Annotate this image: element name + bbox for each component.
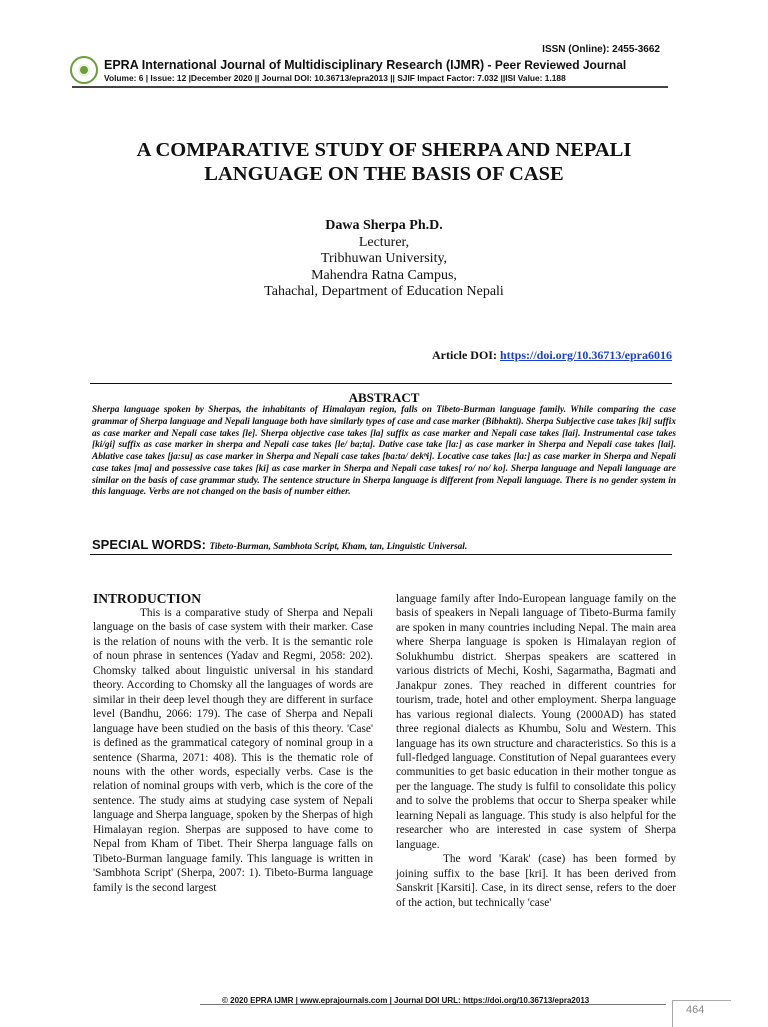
special-words-colon: : <box>201 537 210 552</box>
abstract-text: Sherpa language spoken by Sherpas, the inhabitants of Himalayan region, falls on Tibeto-Burman language family. While comparing the case grammar of Sherpa language and Nepali language both have similarly types of case and case marker (Bibhakti). Sherpa Subjective case takes [ki] suffix as case marker and Nepali case takes [le]. Sherpa objective case takes [la] suffix as case marker and Nepali case takes [lai]. Instrumental case takes [ki/gi] suffix as case marker in sherpa and Nepali case takes [le/ ba;ta]. Dative case take [la:] as case marker in Sherpa and Nepali case takes [lai]. Ablative case takes [ja:su] as case marker in Sherpa and Nepali case takes [ba:ta/ dekʰi]. Locative case takes [la:] as case marker in Sherpa and Nepali case takes [ma] and possessive case takes [ki] as case marker in Sherpa and Nepali case takes[ ro/ no/ ko]. Sherpa language and Nepali language are similar on the basis of case grammar study. The sentence structure in Sherpa language is different from Nepali language. There is no gender system in this language. Verbs are not changed on the basis of number either. <box>92 405 676 498</box>
abstract-bottom-rule <box>90 554 672 555</box>
left-column <box>93 606 373 895</box>
journal-info: Volume: 6 | Issue: 12 |December 2020 || Journal DOI: 10.36713/epra2013 || SJIF Impact Factor: 7.032 ||ISI Value: 1.188 <box>104 73 566 83</box>
author-department: Tahachal, Department of Education Nepali <box>264 284 504 299</box>
author-campus: Mahendra Ratna Campus, <box>311 267 457 283</box>
right-column <box>396 592 676 910</box>
header-divider <box>72 86 668 88</box>
special-words <box>92 537 676 553</box>
abstract-top-rule <box>90 383 672 384</box>
author-name: Dawa Sherpa Ph.D. <box>325 218 443 233</box>
journal-logo-icon <box>70 56 98 84</box>
article-doi <box>432 348 672 363</box>
journal-title <box>104 58 626 72</box>
journal-subtitle: - Peer Reviewed Journal <box>484 58 627 72</box>
intro-paragraph-3: The word 'Karak' (case) has been formed by joining suffix to the base [kri]. It has been derived from Sanskrit [Karsiti]. Case, in its direct sense, refers to the doer of the action, but technically 'case' <box>396 853 676 909</box>
special-words-label: SPECIAL WORDS <box>92 537 202 552</box>
doi-link[interactable]: https://doi.org/10.36713/epra6016 <box>499 348 672 362</box>
author-university: Tribhuwan University, <box>320 251 448 266</box>
footer-text: © 2020 EPRA IJMR | www.eprajournals.com | Journal DOI URL: https://doi.org/10.36713/epra2013 <box>222 996 590 1005</box>
journal-name: EPRA International Journal of Multidisciplinary Research (IJMR) <box>104 58 485 72</box>
author-position: Lecturer, <box>358 234 410 250</box>
title-line-2: LANGUAGE ON THE BASIS OF CASE <box>204 163 564 185</box>
paper-title <box>60 138 708 186</box>
title-line-1: A COMPARATIVE STUDY OF SHERPA AND NEPALI <box>136 139 632 161</box>
introduction-heading: INTRODUCTION <box>93 591 202 606</box>
abstract-heading: ABSTRACT <box>348 390 420 405</box>
doi-label: Article DOI: <box>432 348 500 362</box>
author-block <box>0 218 768 301</box>
page-number: 464 <box>686 1004 705 1016</box>
intro-paragraph-2: language family after Indo-European language family on the basis of speakers in Nepali language of Tibeto-Burma family are spoken in many countries including Nepal. The main area where Sherpa language is spoken is Himalayan region of Solukhumbu district. Sherpas speakers are scattered in various districts of Mechi, Koshi, Sagarmatha, Bagmati and Janakpur zones. They reached in different countries for tourism, trade, hotel and other employment. Sherpa language has various regional dialects. Young (2000AD) has stated three regional dialects as Khumbu, Solu and Western. This language has its own structure and characteristics. So this is a full-fledged language. Constitution of Nepal guarantees every communities to get basic education in their mother tongue as per the language. The study is fulfil to consolidate this policy and to solve the problems that occur to Sherpa speaker while learning Nepali as language. This study is also helpful for the researcher who are interested in case system of Sherpa language. <box>396 593 676 851</box>
intro-paragraph-1: This is a comparative study of Sherpa and Nepali language on the basis of case system with their marker. Case is the relation of nouns with the verb. It is the semantic role of noun phrase in sentences (Yadav and Regmi, 2058: 202). Chomsky talked about linguistic universal in his standard theory. According to Chomsky all the languages of words are similar in their deep level though they are different in surface level (Bandhu, 2066: 179). The case of Sherpa and Nepali language have been studied on the basis of this theory. 'Case' is defined as the grammatical category of nominal group in a sentence (Sharma, 2071: 408). This is the thematic role of nouns with the other words, especially verbs. Case is the relation of nominal groups with verb, which is the core of the sentence. The study aims at studying case system of Nepali language and Sherpa language, spoken by the Sherpas of high Himalayan region. Sherpas are supposed to have come to Nepal from Kham of Tibet. Their Sherpa language falls on Tibeto-Burman language family. This language is written in 'Sambhota Script' (Sherpa, 2007: 1). Tibeto-Burma language family is the second largest <box>93 607 373 894</box>
special-words-list: Tibeto-Burman, Sambhota Script, Kham, tan, Linguistic Universal. <box>209 542 468 552</box>
issn-text: ISSN (Online): 2455-3662 <box>542 44 660 55</box>
